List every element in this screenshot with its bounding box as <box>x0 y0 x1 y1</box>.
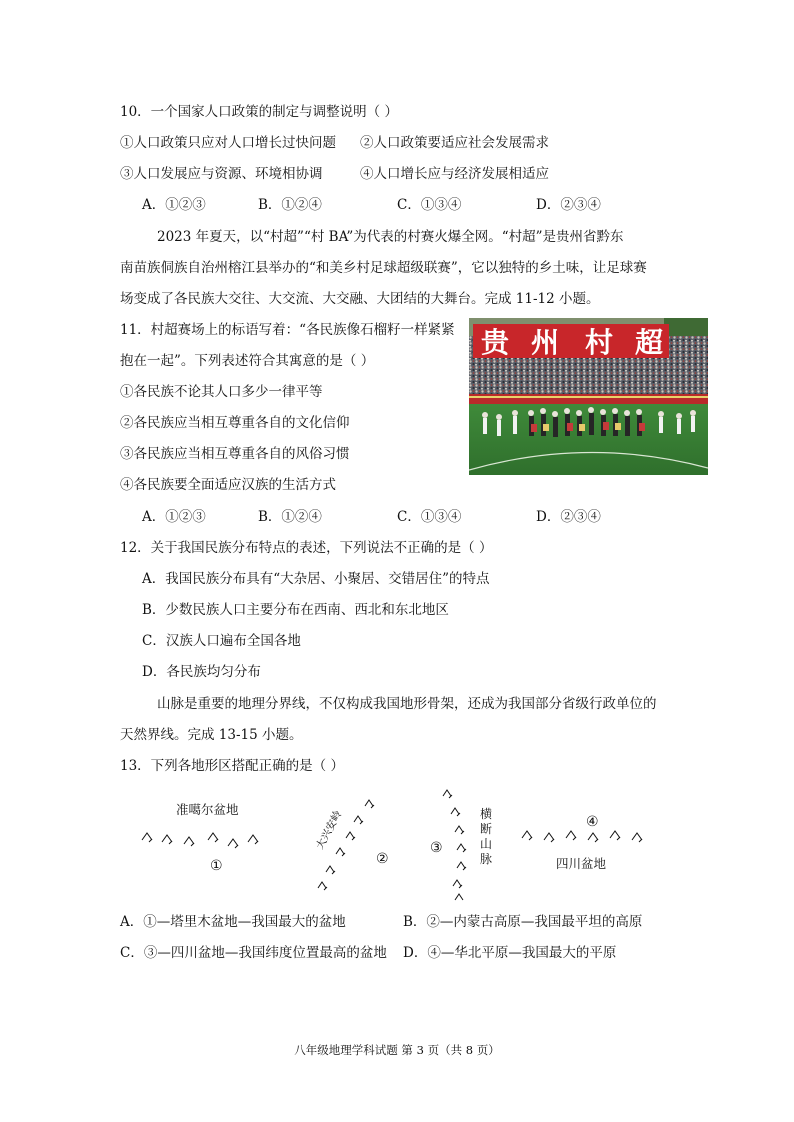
d3-number: ③ <box>430 840 443 856</box>
q10-statement-3: ③人口发展应与资源、环境相协调 <box>120 166 323 182</box>
q13-stem: 13．下列各地形区搭配正确的是（ ） <box>120 758 344 774</box>
q13-option-d: D．④—华北平原—我国最大的平原 <box>403 945 617 961</box>
passage2-line1: 山脉是重要的地理分界线，不仅构成我国地形骨架，还成为我国部分省级行政单位的 <box>157 696 657 712</box>
d2-number: ② <box>376 851 389 867</box>
passage1-line1: 2023 年夏天，以“村超”“村 BA”为代表的村赛火爆全网。“村超”是贵州省黔东 <box>157 229 624 245</box>
d3-label-char-2: 断 <box>480 822 493 836</box>
q11-stem-line1: 11．村超赛场上的标语写着：“各民族像石榴籽一样紧紧 <box>120 322 455 338</box>
q11-option-a: A．①②③ <box>142 509 206 525</box>
q10-statement-1: ①人口政策只应对人口增长过快问题 <box>120 135 336 151</box>
q11-statement-2: ②各民族应当相互尊重各自的文化信仰 <box>120 415 350 431</box>
q11-option-c: C．①③④ <box>397 509 462 525</box>
q11-option-b: B．①②④ <box>258 509 322 525</box>
terrain-diagram <box>110 780 670 905</box>
q11-statement-4: ④各民族要全面适应汉族的生活方式 <box>120 477 336 493</box>
d3-label-char-1: 横 <box>480 807 493 821</box>
d3-label-char-3: 山 <box>480 837 493 851</box>
q10-option-c: C．①③④ <box>397 197 462 213</box>
d3-label-char-4: 脉 <box>480 852 493 866</box>
banner-char-3: 村 <box>584 326 614 359</box>
q12-option-a: A．我国民族分布具有“大杂居、小聚居、交错居住”的特点 <box>142 571 490 587</box>
q10-option-d: D．②③④ <box>536 197 601 213</box>
d4-number: ④ <box>586 814 599 830</box>
q10-statement-2: ②人口政策要适应社会发展需求 <box>360 135 549 151</box>
q12-option-d: D．各民族均匀分布 <box>142 664 261 680</box>
q11-statement-1: ①各民族不论其人口多少一律平等 <box>120 384 323 400</box>
d1-basin-label: 准噶尔盆地 <box>176 802 239 817</box>
d4-basin-label: 四川盆地 <box>556 856 607 871</box>
q11-option-d: D．②③④ <box>536 509 601 525</box>
q13-option-b: B．②—内蒙古高原—我国最平坦的高原 <box>403 914 643 930</box>
banner-char-4: 超 <box>634 326 664 359</box>
passage1-line3: 场变成了各民族大交往、大交流、大交融、大团结的大舞台。完成 11-12 小题。 <box>120 291 600 307</box>
d2-range-label: 大兴安岭 <box>314 808 345 852</box>
passage2-line2: 天然界线。完成 13-15 小题。 <box>120 727 303 743</box>
q10-statement-4: ④人口增长应与经济发展相适应 <box>360 166 549 182</box>
q10-option-a: A．①②③ <box>142 197 206 213</box>
q10-stem: 10．一个国家人口政策的制定与调整说明（ ） <box>120 104 398 120</box>
page-footer: 八年级地理学科试题 第 3 页（共 8 页） <box>294 1043 500 1057</box>
q11-stem-line2: 抱在一起”。下列表述符合其寓意的是（ ） <box>120 353 375 369</box>
d1-number: ① <box>210 858 223 874</box>
banner-char-2: 州 <box>530 326 560 359</box>
village-super-league-photo <box>469 318 708 475</box>
passage1-line2: 南苗族侗族自治州榕江县举办的“和美乡村足球超级联赛”，它以独特的乡土味，让足球赛 <box>120 260 647 276</box>
q11-statement-3: ③各民族应当相互尊重各自的风俗习惯 <box>120 446 350 462</box>
q10-option-b: B．①②④ <box>258 197 322 213</box>
banner-char-1: 贵 <box>480 326 510 359</box>
q12-option-b: B．少数民族人口主要分布在西南、西北和东北地区 <box>142 602 449 618</box>
q13-option-c: C．③—四川盆地—我国纬度位置最高的盆地 <box>120 945 387 961</box>
q12-stem: 12．关于我国民族分布特点的表述，下列说法不正确的是（ ） <box>120 540 493 556</box>
q13-option-a: A．①—塔里木盆地—我国最大的盆地 <box>120 914 346 930</box>
q12-option-c: C．汉族人口遍布全国各地 <box>142 633 301 649</box>
